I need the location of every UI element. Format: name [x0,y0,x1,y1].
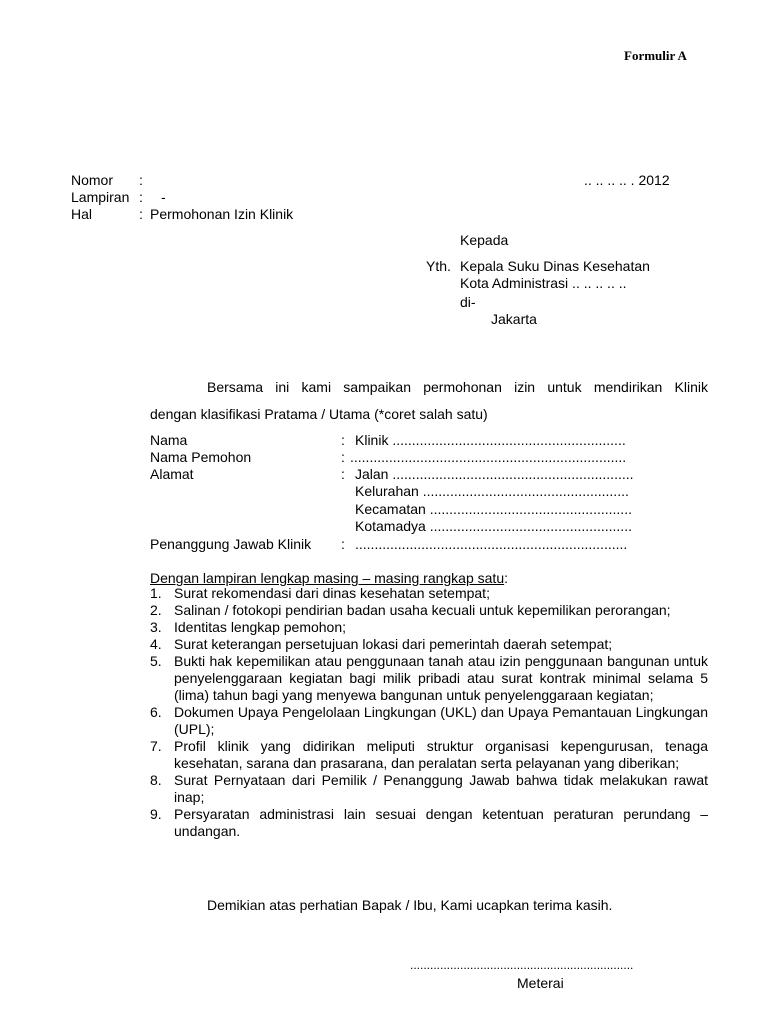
list-item-number: 6. [150,704,162,720]
meterai-label: Meterai [517,975,564,991]
list-item [150,704,708,738]
alamat-colon: : [341,466,345,482]
closing-text: Demikian atas perhatian Bapak / Ibu, Kami ucapkan terima kasih. [207,897,613,913]
alamat-kelurahan: Kelurahan ..................................................... [355,483,629,499]
list-item [150,602,708,619]
lampiran-value: - [161,189,166,205]
form-label: Formulir A [624,48,687,63]
alamat-kecamatan: Kecamatan .................................................... [355,501,632,517]
list-item-text: Salinan / fotokopi pendirian badan usaha kecuali untuk kepemilikan perorangan; [174,602,671,618]
alamat-kotamadya: Kotamadya .................................................... [355,518,632,534]
nomor-label: Nomor [71,172,114,188]
list-item [150,585,708,602]
intro-line-1: Bersama ini kami sampaikan permohonan izin untuk mendirikan Klinik [207,379,708,395]
attachments-heading-text: Dengan lampiran lengkap masing – masing rangkap satu [150,570,505,586]
pemohon-value: ....................................................................... [350,449,627,465]
list-item-number: 1. [150,585,162,601]
list-item [150,738,708,772]
list-item-text: Surat Pernyataan dari Pemilik / Penanggung Jawab bahwa tidak melakukan rawat inap; [174,772,708,805]
list-item-text: Dokumen Upaya Pengelolaan Lingkungan (UKL) dan Upaya Pemantauan Lingkungan (UPL); [174,704,708,737]
list-item-text: Surat keterangan persetujuan lokasi dari pemerintah daerah setempat; [174,636,613,652]
yth-label: Yth. [426,258,451,274]
pemohon-label: Nama Pemohon [150,449,252,465]
nama-label: Nama [150,432,188,448]
list-item [150,806,708,840]
list-item [150,772,708,806]
list-item-number: 3. [150,619,162,635]
list-item [150,636,708,653]
list-item-text: Surat rekomendasi dari dinas kesehatan setempat; [174,585,490,601]
nama-colon: : [341,432,345,448]
list-item-text: Profil klinik yang didirikan meliputi struktur organisasi kepengurusan, tenaga kesehatan, sarana dan prasarana, dan peralatan serta pelayanan yang diberikan; [174,738,708,771]
hal-colon: : [139,206,143,222]
attachments-heading-colon: : [504,570,508,586]
attachments-list [150,585,708,840]
letter-date: .. .. .. .. . 2012 [584,172,670,188]
list-item-text: Persyaratan administrasi lain sesuai dengan ketentuan peraturan perundang – undangan. [174,806,708,839]
list-item-number: 5. [150,653,162,669]
list-item-text: Bukti hak kepemilikan atau penggunaan tanah atau izin penggunaan bangunan untuk penyelenggaraan kegiatan bagi milik pribadi atau surat kontrak minimal selama 5 (lima) tahun bagi yang menyewa bangunan untuk penyelenggaraan kegiatan; [174,653,708,703]
recipient-line-3: di- [460,294,476,310]
alamat-jalan: Jalan .............................................................. [355,466,634,482]
list-item-number: 7. [150,738,162,754]
recipient-line-4: Jakarta [491,311,537,327]
signature-line: ................................................................... [410,958,634,972]
list-item-number: 9. [150,806,162,822]
nomor-colon: : [139,172,143,188]
hal-label: Hal [71,206,93,222]
hal-value: Permohonan Izin Klinik [150,206,294,222]
lampiran-colon: : [139,189,143,205]
pj-label: Penanggung Jawab Klinik [150,536,312,552]
list-item-number: 8. [150,772,162,788]
pemohon-colon: : [341,449,345,465]
pj-value: ...................................................................... [355,536,628,552]
pj-colon: : [341,536,345,552]
intro-line-2: dengan klasifikasi Pratama / Utama (*coret salah satu) [150,406,488,422]
list-item-number: 4. [150,636,162,652]
kepada-label: Kepada [460,232,509,248]
list-item [150,619,708,636]
nama-value: Klinik ............................................................ [355,432,626,448]
recipient-line-2: Kota Administrasi .. .. .. .. .. [460,275,627,291]
alamat-label: Alamat [150,466,194,482]
list-item-number: 2. [150,602,162,618]
lampiran-label: Lampiran [71,189,130,205]
list-item [150,653,708,704]
recipient-line-1: Kepala Suku Dinas Kesehatan [460,258,650,274]
list-item-text: Identitas lengkap pemohon; [174,619,347,635]
